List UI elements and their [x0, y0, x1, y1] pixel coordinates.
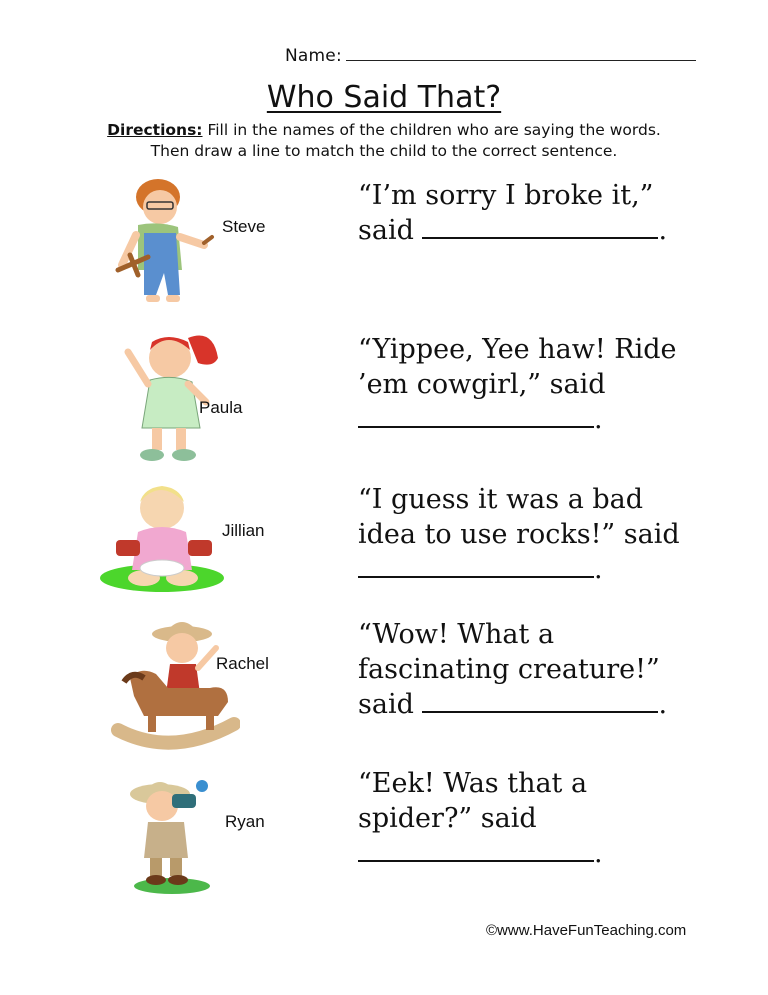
jillian-illustration [100, 478, 230, 598]
ryan-illustration [120, 766, 230, 896]
quote-3-answer-blank[interactable] [358, 552, 594, 578]
quote-2-answer-blank[interactable] [358, 402, 594, 428]
quote-3-line-1: “I guess it was a bad [358, 484, 644, 515]
copyright-footer[interactable]: ©www.HaveFunTeaching.com [486, 922, 687, 939]
rachel-illustration [110, 612, 240, 757]
quote-5-line-2: spider?” said [358, 803, 537, 834]
quote-1 [358, 178, 667, 248]
quote-4-line-3: said [358, 689, 414, 720]
page-title: Who Said That? [266, 80, 502, 115]
child-name-ryan: Ryan [225, 812, 265, 831]
quote-5 [358, 766, 603, 871]
directions-label: Directions: [107, 121, 203, 139]
child-name-paula: Paula [199, 398, 243, 417]
quote-3-line-2: idea to use rocks!” said [358, 519, 680, 550]
child-name-jillian: Jillian [222, 521, 265, 540]
quote-2-line-2: ’em cowgirl,” said [358, 369, 606, 400]
child-name-rachel: Rachel [216, 654, 269, 673]
child-name-steve: Steve [222, 217, 266, 236]
quote-5-period: . [594, 838, 603, 869]
name-field[interactable] [285, 44, 696, 66]
steve-illustration [108, 175, 228, 320]
directions [0, 120, 768, 162]
directions-line-1: Fill in the names of the children who are saying the words. [207, 121, 661, 139]
quote-4-line-2: fascinating creature!” [358, 654, 660, 685]
quote-4-period: . [658, 689, 668, 720]
quote-1-line-1: “I’m sorry I broke it,” [358, 180, 654, 211]
quote-5-answer-blank[interactable] [358, 836, 594, 862]
quote-4-answer-blank[interactable] [422, 687, 658, 713]
quote-4 [358, 617, 667, 722]
quote-2-period: . [594, 404, 603, 435]
quote-1-period: . [658, 215, 668, 246]
quote-4-line-1: “Wow! What a [358, 619, 555, 650]
quote-2 [358, 332, 677, 437]
quote-3-period: . [594, 554, 603, 585]
quote-5-line-1: “Eek! Was that a [358, 768, 588, 799]
quote-3 [358, 482, 680, 587]
directions-line-2: Then draw a line to match the child to the correct sentence. [150, 142, 618, 160]
name-blank-line[interactable] [346, 44, 696, 61]
quote-1-line-2: said [358, 215, 414, 246]
name-label: Name: [285, 46, 342, 66]
quote-2-line-1: “Yippee, Yee haw! Ride [358, 334, 677, 365]
quote-1-answer-blank[interactable] [422, 213, 658, 239]
